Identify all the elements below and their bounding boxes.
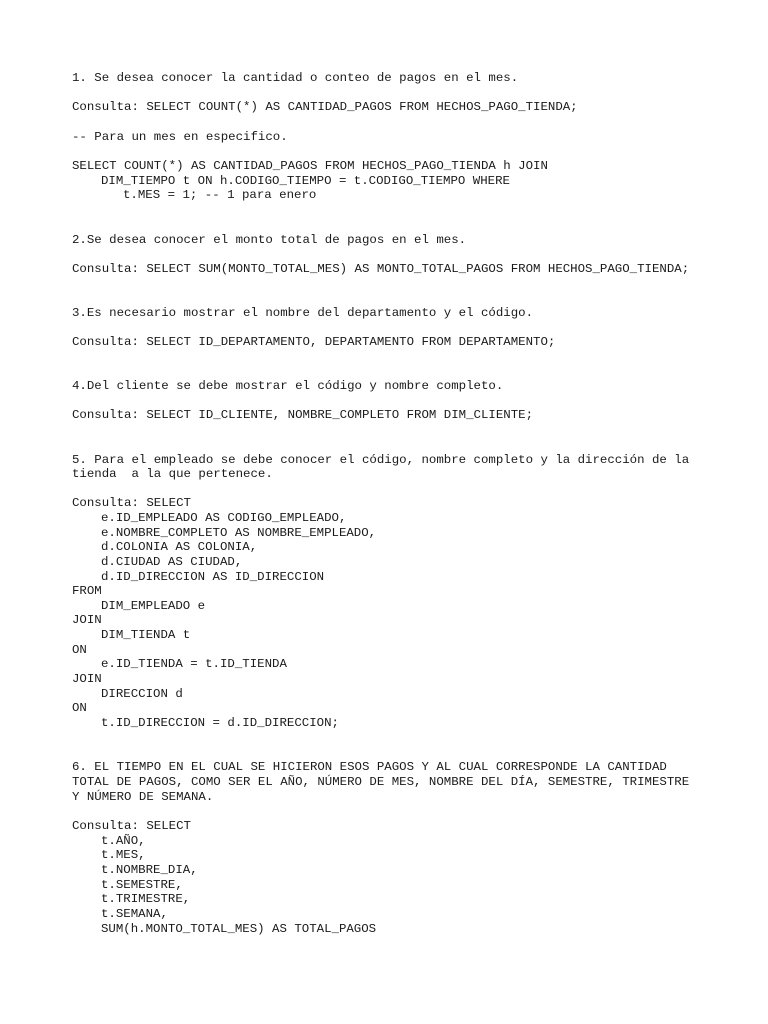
text-line: e.NOMBRE_COMPLETO AS NOMBRE_EMPLEADO,: [101, 526, 377, 540]
text-line: 5. Para el empleado se debe conocer el código, nombre completo y la dirección de la: [72, 453, 690, 467]
text-line: d.CIUDAD AS CIUDAD,: [101, 555, 243, 569]
text-line: TOTAL DE PAGOS, COMO SER EL AÑO, NÚMERO DE MES, NOMBRE DEL DÍA, SEMESTRE, TRIMESTRE: [72, 775, 690, 789]
text-line: d.COLONIA AS COLONIA,: [101, 540, 258, 554]
text-line: DIM_TIENDA t: [101, 628, 191, 642]
text-line: ON: [72, 701, 87, 715]
text-line: 3.Es necesario mostrar el nombre del departamento y el código.: [72, 306, 534, 320]
text-line: Y NÚMERO DE SEMANA.: [72, 790, 214, 804]
text-line: tienda a la que pertenece.: [72, 467, 273, 481]
text-line: t.AÑO,: [101, 834, 146, 848]
text-line: Consulta: SELECT: [72, 496, 191, 510]
text-line: SUM(h.MONTO_TOTAL_MES) AS TOTAL_PAGOS: [101, 922, 377, 936]
text-line: JOIN: [72, 672, 102, 686]
text-line: t.SEMANA,: [101, 907, 168, 921]
text-line: -- Para un mes en especifico.: [72, 130, 288, 144]
text-line: e.ID_TIENDA = t.ID_TIENDA: [101, 657, 287, 671]
text-line: 6. EL TIEMPO EN EL CUAL SE HICIERON ESOS PAGOS Y AL CUAL CORRESPONDE LA CANTIDAD: [72, 760, 667, 774]
text-line: Consulta: SELECT ID_DEPARTAMENTO, DEPARTAMENTO FROM DEPARTAMENTO;: [72, 335, 556, 349]
text-line: Consulta: SELECT: [72, 819, 191, 833]
text-line: Consulta: SELECT ID_CLIENTE, NOMBRE_COMPLETO FROM DIM_CLIENTE;: [72, 408, 534, 422]
text-line: FROM: [72, 584, 102, 598]
text-line: DIM_TIEMPO t ON h.CODIGO_TIEMPO = t.CODIGO_TIEMPO WHERE: [101, 174, 510, 188]
text-line: Consulta: SELECT COUNT(*) AS CANTIDAD_PAGOS FROM HECHOS_PAGO_TIENDA;: [72, 100, 578, 114]
text-line: SELECT COUNT(*) AS CANTIDAD_PAGOS FROM HECHOS_PAGO_TIENDA h JOIN: [72, 159, 548, 173]
text-line: t.ID_DIRECCION = d.ID_DIRECCION;: [101, 716, 339, 730]
text-line: 4.Del cliente se debe mostrar el código y nombre completo.: [72, 379, 504, 393]
text-line: d.ID_DIRECCION AS ID_DIRECCION: [101, 570, 325, 584]
text-line: DIM_EMPLEADO e: [101, 599, 206, 613]
text-line: t.NOMBRE_DIA,: [101, 863, 198, 877]
text-line: e.ID_EMPLEADO AS CODIGO_EMPLEADO,: [101, 511, 347, 525]
text-line: t.TRIMESTRE,: [101, 892, 191, 906]
text-line: ON: [72, 643, 87, 657]
text-line: Consulta: SELECT SUM(MONTO_TOTAL_MES) AS MONTO_TOTAL_PAGOS FROM HECHOS_PAGO_TIENDA;: [72, 262, 690, 276]
text-line: 2.Se desea conocer el monto total de pagos en el mes.: [72, 233, 467, 247]
text-line: DIRECCION d: [101, 687, 183, 701]
text-line: t.MES = 1; -- 1 para enero: [123, 188, 317, 202]
text-line: 1. Se desea conocer la cantidad o conteo de pagos en el mes.: [72, 71, 519, 85]
text-line: t.MES,: [101, 848, 146, 862]
text-line: JOIN: [72, 613, 102, 627]
text-line: t.SEMESTRE,: [101, 878, 183, 892]
